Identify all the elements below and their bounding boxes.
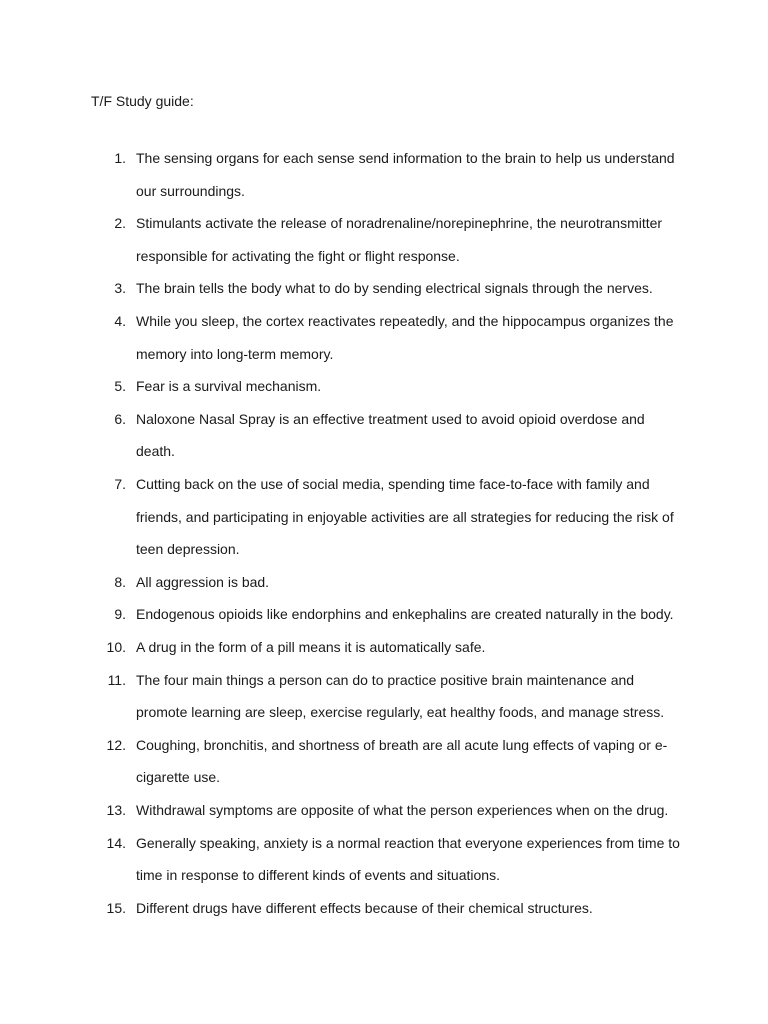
list-item-number: 2. [114,215,126,232]
list-item-text: death. [136,443,175,460]
list-item-text: responsible for activating the fight or flight response. [136,247,460,264]
list-item-text: The four main things a person can do to practice positive brain maintenance and [136,671,635,688]
list-item-number: 5. [114,378,126,395]
list-item-text: Coughing, bronchitis, and shortness of breath are all acute lung effects of vaping or e- [136,736,668,753]
list-item-text: time in response to different kinds of events and situations. [136,867,500,884]
list-item-number: 14. [106,834,126,851]
list-item-text: Endogenous opioids like endorphins and enkephalins are created naturally in the body. [136,606,674,623]
list-item-text: Stimulants activate the release of noradrenaline/norepinephrine, the neurotransmitter [136,215,663,232]
list-item-text: friends, and participating in enjoyable activities are all strategies for reducing the risk of [136,508,674,525]
list-item-number: 3. [114,280,126,297]
list-item-text: Cutting back on the use of social media, spending time face-to-face with family and [136,476,650,492]
list-item-text: memory into long-term memory. [136,345,334,362]
list-item-text: Fear is a survival mechanism. [136,378,322,395]
list-item-text: A drug in the form of a pill means it is automatically safe. [136,639,486,655]
list-item-text: The sensing organs for each sense send information to the brain to help us understand [136,150,675,166]
list-item-number: 7. [114,476,126,492]
list-item-text: teen depression. [136,541,240,558]
list-item-text: All aggression is bad. [136,573,270,590]
list-item-number: 12. [106,736,126,753]
list-item-text: Generally speaking, anxiety is a normal reaction that everyone experiences from time to [136,834,680,851]
list-item-text: While you sleep, the cortex reactivates repeatedly, and the hippocampus organizes the [136,313,674,329]
list-item-number: 15. [106,899,126,916]
list-item-text: Different drugs have different effects because of their chemical structures. [136,899,593,916]
list-item-number: 6. [114,410,126,427]
list-item-number: 11. [107,671,126,688]
list-item-text: cigarette use. [136,769,221,786]
list-item-text: Naloxone Nasal Spray is an effective treatment used to avoid opioid overdose and [136,410,645,427]
list-item-number: 9. [114,606,126,623]
list-item-number: 10. [106,639,126,655]
list-item-text: promote learning are sleep, exercise regularly, eat healthy foods, and manage stress. [136,704,665,721]
list-item-number: 8. [114,573,126,590]
list-item-number: 1. [114,150,126,166]
list-item-text: The brain tells the body what to do by sending electrical signals through the nerves. [136,280,653,297]
list-item-number: 13. [106,802,126,818]
list-item-text: our surroundings. [136,182,245,199]
page-title: T/F Study guide: [91,93,194,109]
list-item-text: Withdrawal symptoms are opposite of what the person experiences when on the drug. [136,802,669,818]
list-item-number: 4. [114,313,126,329]
